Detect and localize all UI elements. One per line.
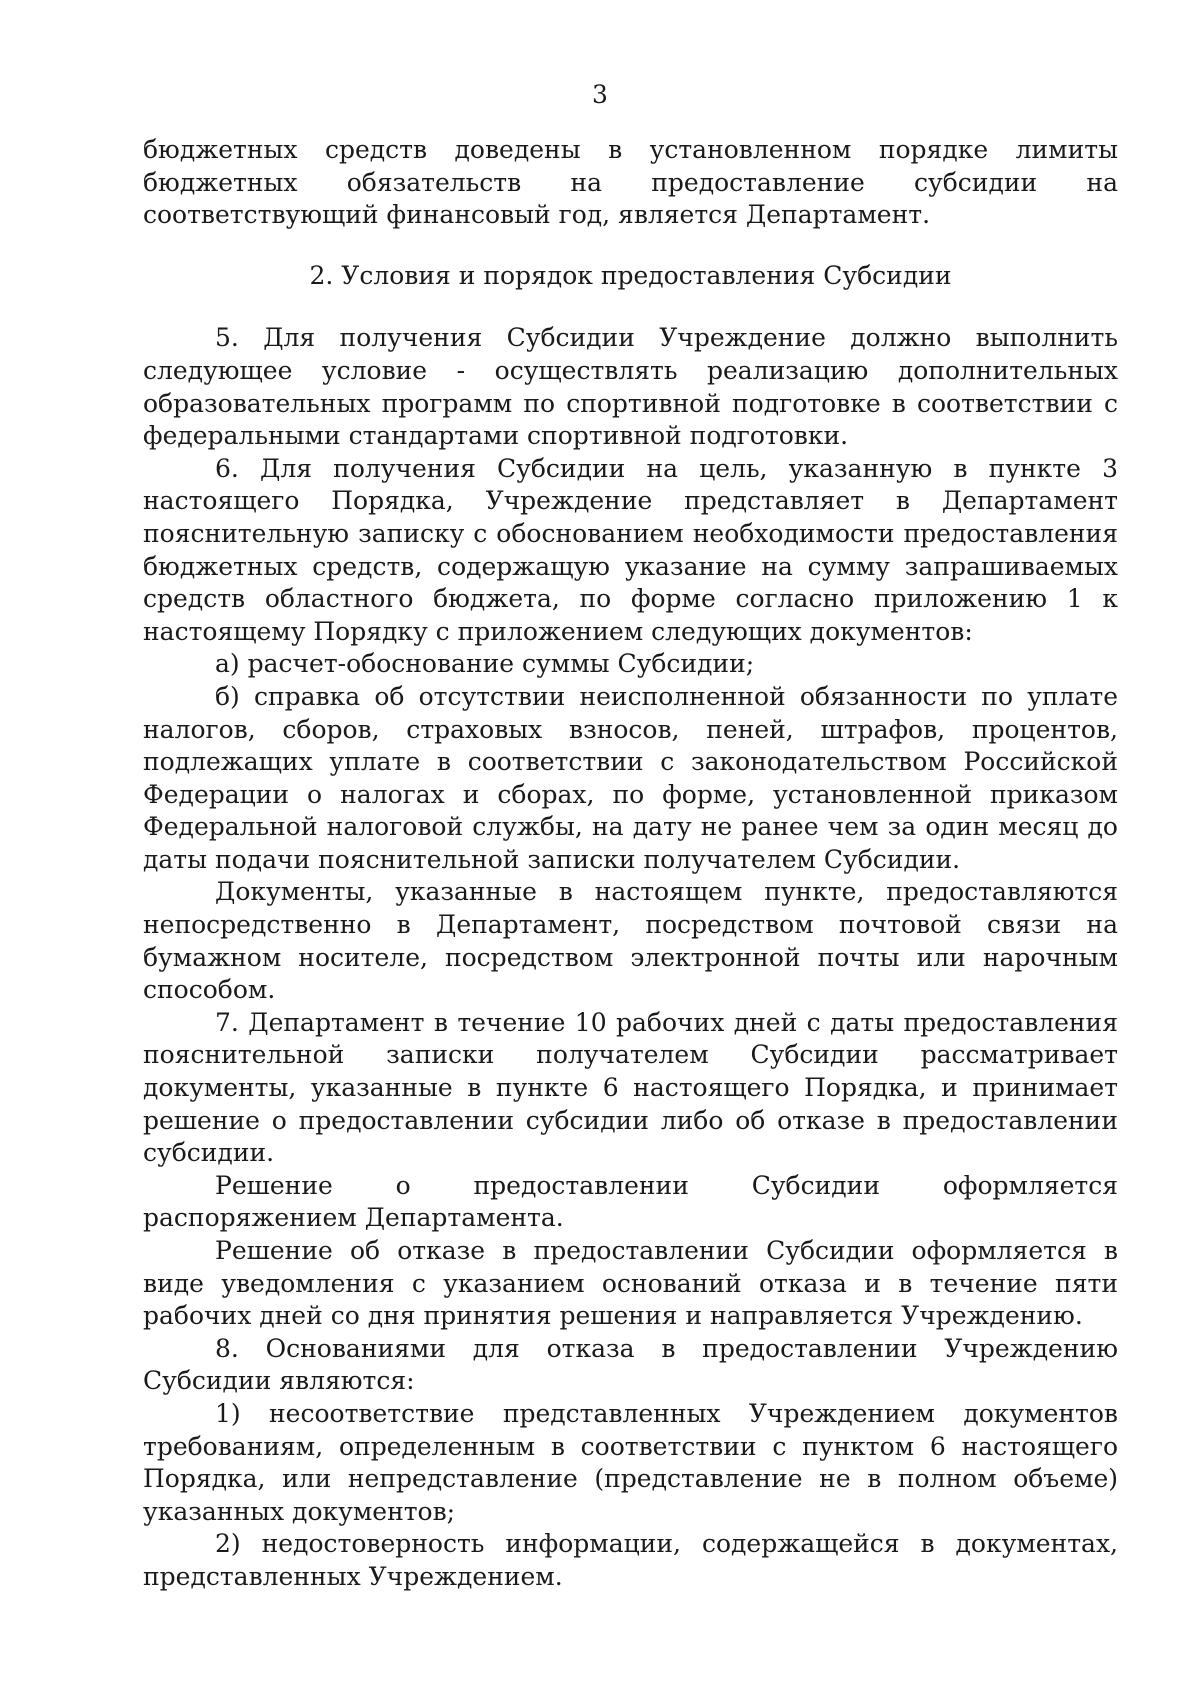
paragraph-reason-2: 2) недостоверность информации, содержащейся в документах, представленных Учреждением. (143, 1529, 1118, 1591)
paragraph-clause-7: 7. Департамент в течение 10 рабочих дней с даты предоставления пояснительной записки получателем Субсидии рассматривает документы, указанные в пункте 6 настоящего Порядка, и принимает решение о предоставлении субсидии либо об отказе в предоставлении субсидии. (143, 1007, 1118, 1168)
paragraph-item-b: б) справка об отсутствии неисполненной обязанности по уплате налогов, сборов, страховых взносов, пеней, штрафов, процентов, подлежащих уплате в соответствии с законодательством Российской Федерации о налогах и сборах, по форме, установленной приказом Федеральной налоговой службы, на дату не ранее чем за один месяц до даты подачи пояснительной записки получателем Субсидии. (143, 681, 1118, 874)
paragraph-decision: Решение о предоставлении Субсидии оформляется распоряжением Департамента. (143, 1170, 1118, 1233)
document-body (143, 134, 1118, 1594)
paragraph-clause-8: 8. Основаниями для отказа в предоставлении Учреждению Субсидии являются: (143, 1333, 1118, 1396)
paragraph-reason-1: 1) несоответствие представленных Учреждением документов требованиям, определенным в соответствии с пунктом 6 настоящего Порядка, или непредставление (представление не в полном объеме) указанных документов; (143, 1398, 1118, 1526)
paragraph-documents: Документы, указанные в настоящем пункте, предоставляются непосредственно в Департамент, посредством почтовой связи на бумажном носителе, посредством электронной почты или нарочным способом. (143, 877, 1118, 1005)
paragraph-clause-6: 6. Для получения Субсидии на цель, указанную в пункте 3 настоящего Порядка, Учреждение представляет в Департамент пояснительную записку с обоснованием необходимости предоставления бюджетных средств, содержащую указание на сумму запрашиваемых средств областного бюджета, по форме согласно приложению 1 к настоящему Порядку с приложением следующих документов: (143, 453, 1118, 646)
paragraph-refusal: Решение об отказе в предоставлении Субсидии оформляется в виде уведомления с указанием оснований отказа и в течение пяти рабочих дней со дня принятия решения и направляется Учреждению. (143, 1236, 1118, 1331)
paragraph-item-a: а) расчет-обоснование суммы Субсидии; (215, 649, 755, 679)
section-heading: 2. Условия и порядок предоставления Субсидии (309, 260, 952, 290)
page-number: 3 (592, 80, 608, 109)
paragraph-continuation: бюджетных средств доведены в установленном порядке лимиты бюджетных обязательств на предоставление субсидии на соответствующий финансовый год, является Департамент. (143, 135, 1118, 230)
paragraph-clause-5: 5. Для получения Субсидии Учреждение должно выполнить следующее условие - осуществлять реализацию дополнительных образовательных программ по спортивной подготовке в соответствии с федеральными стандартами спортивной подготовки. (143, 323, 1118, 451)
